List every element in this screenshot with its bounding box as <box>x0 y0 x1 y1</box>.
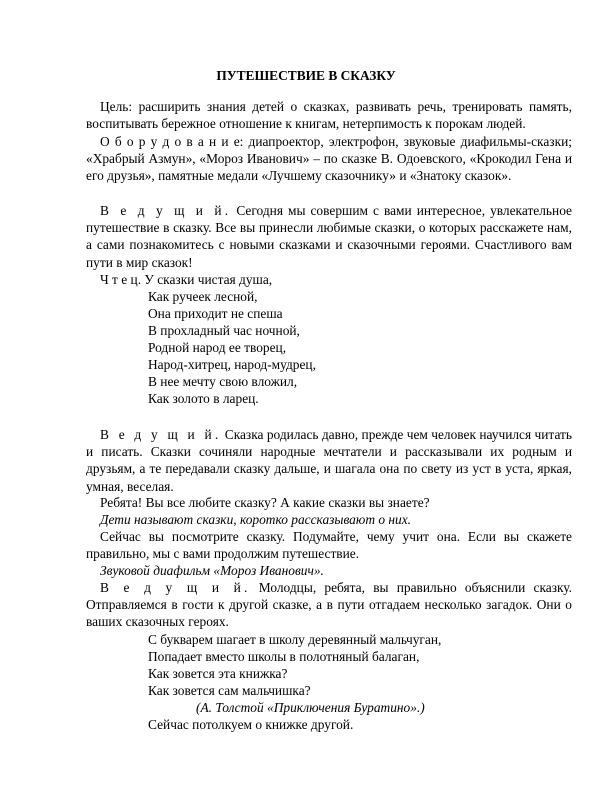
host-text: Молодцы, ребята, вы правильно объяснили сказку. Отправляемся в гости к другой сказке, а в пути отгадаем несколько загадок. Они о ваших сказочных героях. <box>86 580 573 630</box>
host-label: В е д у щ и й. <box>100 427 222 442</box>
equipment-paragraph <box>86 133 572 185</box>
reader-first-line <box>100 271 272 288</box>
riddle-answer: (А. Толстой «Приключения Буратино».) <box>196 700 425 715</box>
equipment-text: диапроектор, электрофон, звуковые диафильмы-сказки; «Храбрый Азмун», «Мороз Иванович» – по сказке В. Одоевского, «Крокодил Гена и его друзья», памятные медали «Лучшему сказочнику» и «Знатоку сказок». <box>86 134 572 184</box>
host-text: Сказка родилась давно, прежде чем человек научился читать и писать. Сказки сочиняли народные мечтатели и рассказывали их родным и друзьям, а те передавали сказку дальше, и шагала она по свету из уст в уста, яркая, умная, веселая. <box>86 427 572 494</box>
filmstrip-note: Звуковой диафильм «Мороз Иванович». <box>100 563 324 578</box>
children-note: Дети называют сказки, коротко рассказывают о них. <box>100 512 412 527</box>
host-label: В е д у щ и й. <box>100 203 232 218</box>
riddle-line: Как зовется сам мальчишка? <box>148 683 311 698</box>
page-title: ПУТЕШЕСТВИЕ В СКАЗКУ <box>216 68 396 83</box>
equipment-label: О б о р у д о в а н и е: <box>100 134 244 149</box>
poem-line: В нее мечту свою вложил, <box>148 374 298 389</box>
poem-line: Как ручеек лесной, <box>148 289 258 304</box>
goal-label: Цель: <box>100 99 133 114</box>
riddle-line: С букварем шагает в школу деревянный мальчуган, <box>148 632 442 647</box>
host-paragraph-4 <box>86 579 572 631</box>
poem-line: Она приходит не спеша <box>148 306 283 321</box>
host-paragraph-1 <box>86 202 572 271</box>
poem-line: Как золото в ларец. <box>148 391 259 406</box>
goal-paragraph <box>86 98 572 132</box>
riddle-line: Как зовется эта книжка? <box>148 666 288 681</box>
host-label: В е д у щ и й. <box>100 580 251 595</box>
poem-line: В прохладный час ночной, <box>148 323 300 338</box>
host-paragraph-3: Сейчас вы посмотрите сказку. Подумайте, чему учит она. Если вы скажете правильно, мы с вами продолжим путешествие. <box>86 529 572 562</box>
poem-line: Народ-хитрец, народ-мудрец, <box>148 357 316 372</box>
host-text: Сегодня мы совершим с вами интересное, увлекательное путешествие в сказку. Все вы принесли любимые сказки, о которых расскажете нам, а сами познакомитесь с новыми сказками и сказочными героями. Счастливого вам пути в мир сказок! <box>86 203 572 270</box>
riddle-line: Попадает вместо школы в полотняный балаган, <box>148 649 420 664</box>
question-paragraph: Ребята! Вы все любите сказку? А какие сказки вы знаете? <box>100 495 430 510</box>
poem-line: Родной народ ее творец, <box>148 340 287 355</box>
host-paragraph-2 <box>86 426 572 495</box>
goal-text: расширить знания детей о сказках, развивать речь, тренировать память, воспитывать бережное отношение к книгам, нетерпимость к порокам людей. <box>86 99 572 132</box>
reader-line-0: У сказки чистая душа, <box>141 272 273 287</box>
reader-label: Ч т е ц. <box>100 272 142 287</box>
last-line: Сейчас потолкуем о книжке другой. <box>148 717 354 732</box>
